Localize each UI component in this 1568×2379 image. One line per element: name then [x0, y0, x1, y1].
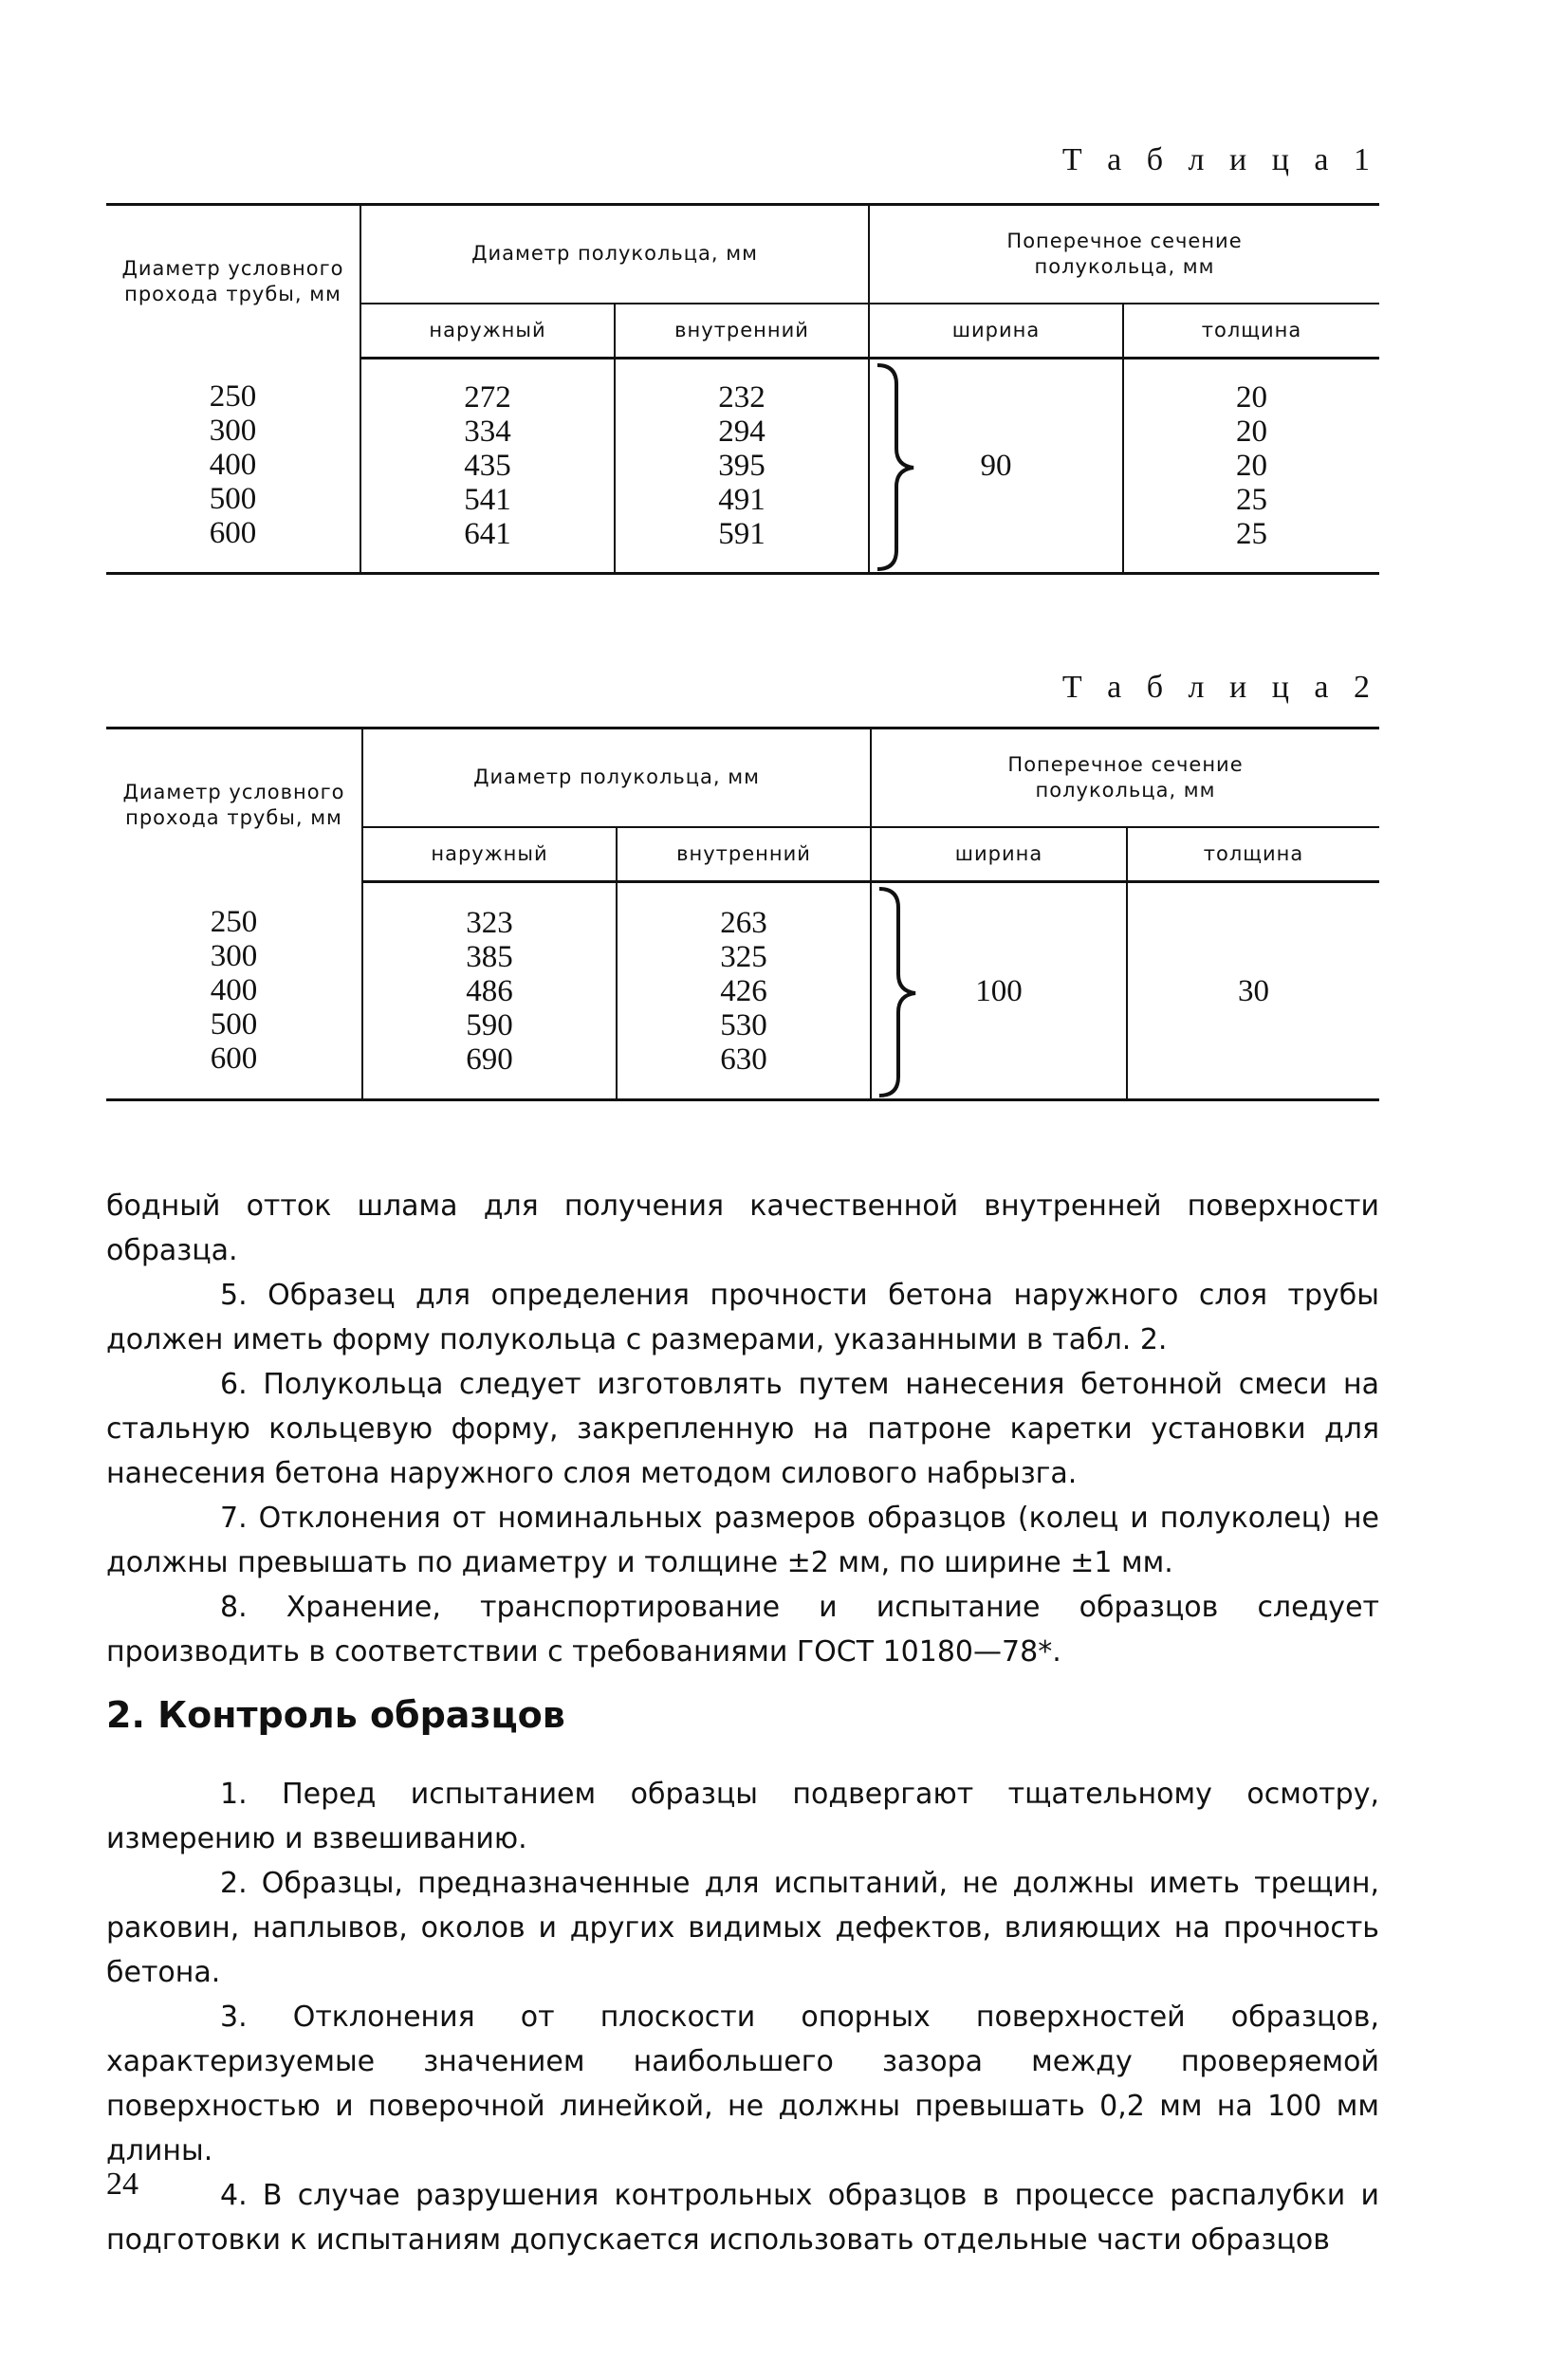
- table2-col-width: [871, 882, 1127, 1100]
- section-heading: 2. Контроль образцов: [106, 1694, 565, 1736]
- table-cell: 232: [718, 380, 766, 415]
- table-cell: 590: [466, 1007, 513, 1042]
- table-cell: 300: [209, 414, 257, 449]
- paragraph: 3. Отклонения от плоскости опорных поверхностей образцов, характеризуемые значением наибольшего зазора между проверяемой поверхностью и поверочной линейкой, не должны превышать 0,2 мм на 100 мм длины.: [106, 2001, 1379, 2167]
- table1-header-diameter: Диаметр условного прохода трубы, мм: [121, 257, 344, 306]
- paragraph: 6. Полукольца следует изготовлять путем нанесения бетонной смеси на стальную кольцевую форму, закрепленную на патроне каретки установки для нанесения бетона наружного слоя методом силового набрызга.: [106, 1368, 1379, 1490]
- brace-icon: [872, 360, 929, 575]
- table2-header-thickness: толщина: [1127, 827, 1379, 882]
- table-cell: 600: [209, 516, 257, 551]
- table2-header-outer: наружный: [362, 827, 617, 882]
- table-cell: 486: [466, 973, 513, 1008]
- table-cell: 20: [1236, 380, 1268, 415]
- paragraph: 5. Образец для определения прочности бетона наружного слоя трубы должен иметь форму полукольца с размерами, указанными в табл. 2.: [106, 1279, 1379, 1356]
- table-cell: 541: [464, 483, 511, 517]
- table1-col-width: [869, 359, 1123, 574]
- paragraph: 1. Перед испытанием образцы подвергают тщательному осмотру, измерению и взвешиванию.: [106, 1778, 1379, 1855]
- table-cell: 250: [210, 904, 258, 939]
- table-cell: 400: [210, 972, 258, 1007]
- table1-header-inner: внутренний: [615, 304, 869, 359]
- table1-caption: Т а б л и ц а 1: [1061, 142, 1378, 177]
- page-number: 24: [106, 2167, 138, 2202]
- table-cell: 325: [720, 939, 767, 974]
- table2-header-width: ширина: [871, 827, 1127, 882]
- table-cell: 294: [718, 415, 766, 449]
- table-cell: 426: [720, 973, 767, 1008]
- table1-header-ring-diameter: Диаметр полукольца, мм: [360, 205, 869, 304]
- table-cell: 491: [718, 483, 766, 517]
- table-cell: 690: [466, 1042, 513, 1077]
- table-cell: 250: [209, 379, 257, 415]
- table2-col-inner: [617, 882, 871, 1100]
- table-cell: 641: [464, 517, 511, 551]
- table-cell: 272: [464, 380, 511, 415]
- paragraph: бодный отток шлама для получения качественной внутренней поверхности образца.: [106, 1190, 1379, 1267]
- table1-header-outer: наружный: [360, 304, 615, 359]
- table-cell: 395: [718, 449, 766, 483]
- table-cell: 435: [464, 449, 511, 483]
- paragraph: 2. Образцы, предназначенные для испытаний, не должны иметь трещин, раковин, наплывов, околов и других видимых дефектов, влияющих на прочность бетона.: [106, 1867, 1379, 1989]
- paragraph: 8. Хранение, транспортирование и испытание образцов следует производить в соответствии с требованиями ГОСТ 10180—78*.: [106, 1591, 1379, 1669]
- table-cell: 323: [466, 905, 513, 940]
- table-cell: 530: [720, 1007, 767, 1042]
- table1-col-thickness: [1123, 359, 1379, 574]
- table-cell: 591: [718, 517, 766, 551]
- table-cell: 20: [1236, 415, 1268, 449]
- table2-header-cross-section: Поперечное сечение полукольца, мм: [871, 728, 1379, 827]
- paragraph: 4. В случае разрушения контрольных образцов в процессе распалубки и подготовки к испытаниям допускается использовать отдельные части образцов: [106, 2179, 1379, 2257]
- table1-col-outer: [360, 359, 615, 574]
- table-cell: 20: [1236, 449, 1268, 483]
- table2-caption: Т а б л и ц а 2: [1061, 670, 1378, 705]
- table2-header-diameter: Диаметр условного прохода трубы, мм: [122, 781, 345, 830]
- table2-header-inner: внутренний: [617, 827, 871, 882]
- table1-header-width: ширина: [869, 304, 1123, 359]
- body-text-2: [106, 1772, 1379, 2262]
- table2: [106, 727, 1379, 1101]
- table-cell: 500: [209, 482, 257, 517]
- table1-col-diameter: [106, 359, 360, 574]
- table2-col-thickness: [1127, 882, 1379, 1100]
- table-cell: 500: [210, 1006, 258, 1042]
- table-cell: 263: [720, 905, 767, 940]
- table1-width-value: 90: [980, 449, 1012, 483]
- table-cell: 334: [464, 415, 511, 449]
- table2-header-ring-diameter: Диаметр полукольца, мм: [362, 728, 871, 827]
- table1: [106, 203, 1379, 575]
- table-cell: 400: [209, 448, 257, 483]
- paragraph: 7. Отклонения от номинальных размеров образцов (колец и полуколец) не должны превышать по диаметру и толщине ±2 мм, по ширине ±1 мм.: [106, 1502, 1379, 1579]
- table-cell: 385: [466, 939, 513, 974]
- brace-icon: [874, 883, 931, 1101]
- table2-thickness-value: 30: [1238, 973, 1270, 1008]
- table2-width-value: 100: [975, 973, 1023, 1008]
- table1-header-cross-section: Поперечное сечение полукольца, мм: [869, 205, 1379, 304]
- body-text-1: [106, 1184, 1379, 1674]
- table-cell: 25: [1236, 517, 1268, 551]
- table-cell: 300: [210, 938, 258, 973]
- table1-col-inner: [615, 359, 869, 574]
- table2-col-outer: [362, 882, 617, 1100]
- table-cell: 630: [720, 1042, 767, 1077]
- table-cell: 25: [1236, 483, 1268, 517]
- table2-col-diameter: [106, 882, 362, 1100]
- table1-header-thickness: толщина: [1123, 304, 1379, 359]
- table-cell: 600: [210, 1041, 258, 1076]
